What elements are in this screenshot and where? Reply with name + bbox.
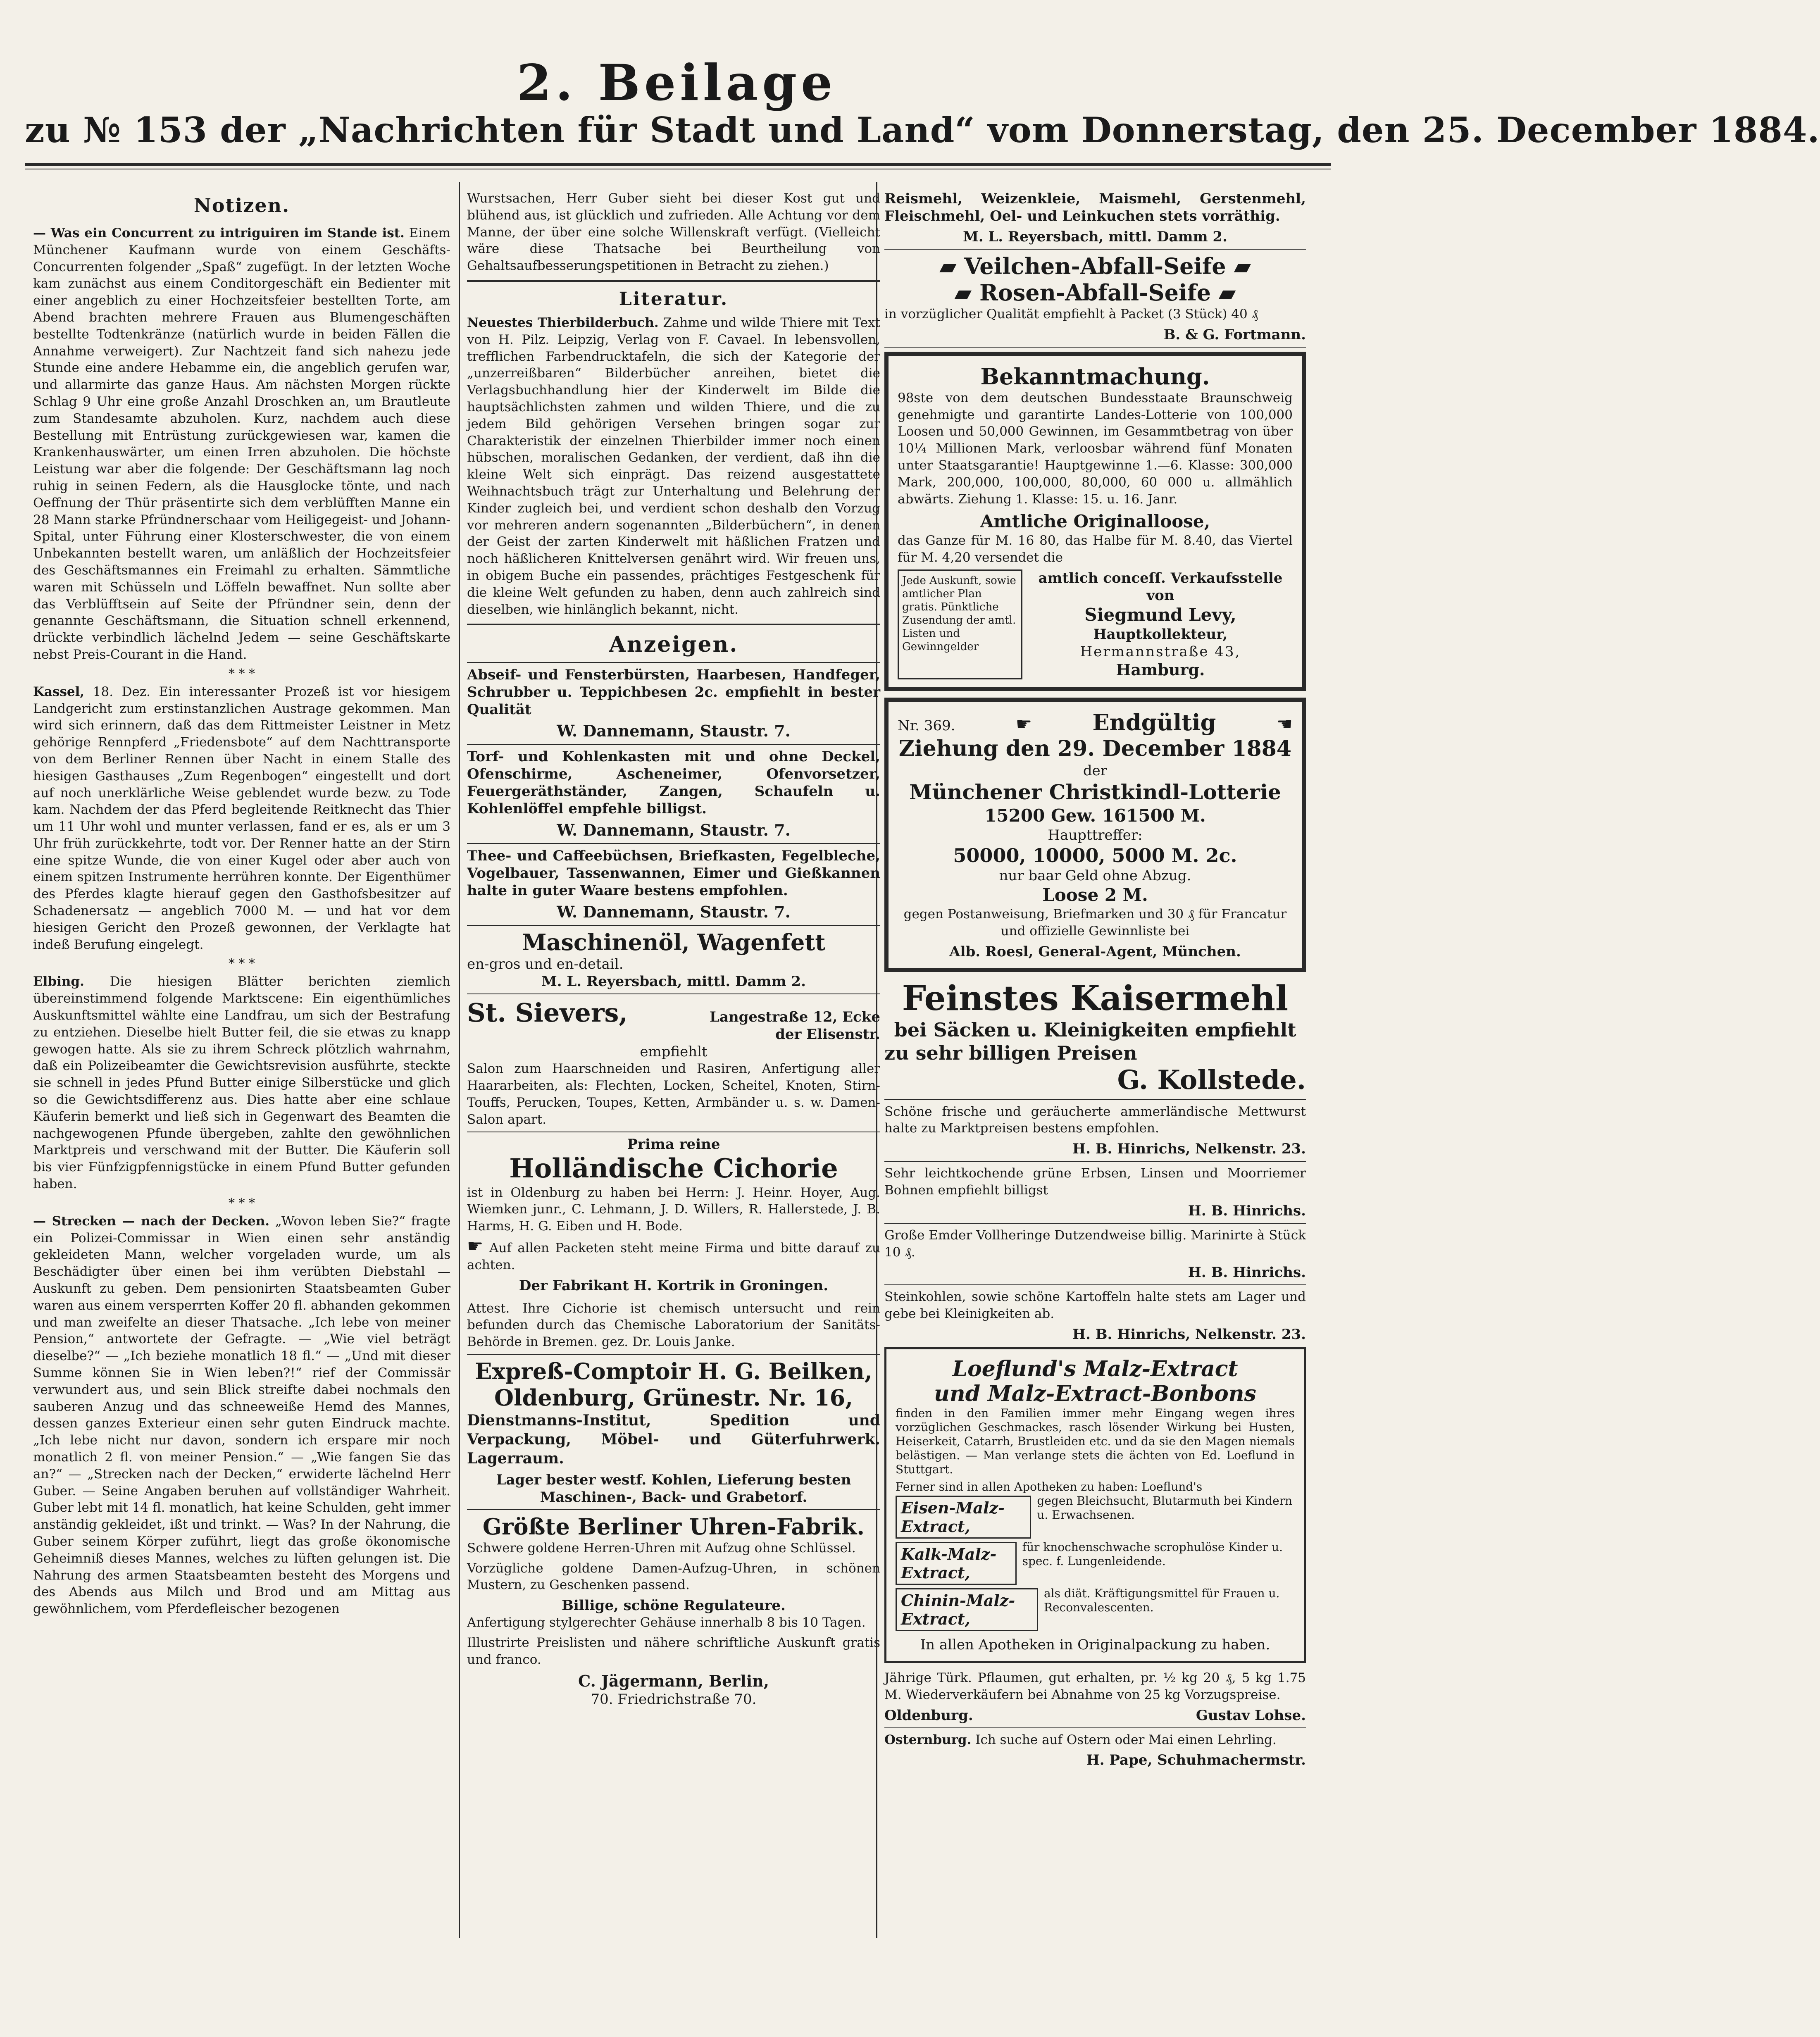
ad-buersten: Abseif- und Fensterbürsten, Haarbesen, Handfeger, Schrubber u. Teppichbesen 2c. empfiehlt in bester Qualität	[467, 667, 880, 718]
pointing-hand-icon: ☛	[467, 1235, 484, 1257]
divider	[467, 662, 880, 663]
column-rule-1	[459, 182, 460, 1938]
ad-erbsen: Sehr leichtkochende grüne Erbsen, Linsen und Moorriemer Bohnen empfiehlt billigst	[884, 1166, 1306, 1198]
ad-malz-extract	[884, 1347, 1306, 1663]
ad-christkindl-der: der	[1083, 762, 1108, 779]
divider	[884, 249, 1306, 250]
ad-christkindl-title: Münchener Christkindl-Lotterie	[909, 779, 1281, 804]
ad-lotterie-agent	[1028, 569, 1293, 679]
ad-christkindl-top	[898, 709, 1293, 736]
ad-uhren-line1: Schwere goldene Herren-Uhren mit Aufzug ohne Schlüssel.	[467, 1540, 856, 1556]
ad-cichorie-note	[467, 1235, 880, 1274]
ad-cichorie-title: Holländische Cichorie	[509, 1153, 838, 1184]
article-headline: — Was ein Concurrent zu intriguiren im Stande ist.	[33, 226, 405, 241]
ad-cichorie-attest: Attest. Ihre Cichorie ist chemisch untersucht und rein befunden durch das Chemische Laboratorium der Sanitäts-Behörde in Bremen. gez. Dr. Louis Janke.	[467, 1301, 880, 1350]
divider	[884, 1727, 1306, 1728]
ad-signature: H. B. Hinrichs.	[1188, 1264, 1306, 1281]
ad-caffeebuechsen: Thee- und Caffeebüchsen, Briefkasten, Fegelbleche, Vogelbauer, Tassenwannen, Eimer und Gießkannen halte in guter Waare bestens empfohlen.	[467, 848, 880, 899]
ad-lotterie-info-box: Jede Auskunft, sowie amtlicher Plan gratis. Pünktliche Zusendung der amtl. Listen und Gewinngelder	[898, 569, 1022, 679]
ad-beilken-title2: Oldenburg, Grünestr. Nr. 16,	[494, 1384, 853, 1411]
divider	[884, 1284, 1306, 1285]
ad-uhren-line5: Illustrirte Preislisten und nähere schriftliche Auskunft gratis und franco.	[467, 1635, 880, 1667]
ad-lehrling-signature: H. Pape, Schuhmachermstr.	[1086, 1752, 1306, 1769]
ad-lotterie-body2: das Ganze für M. 16 80, das Halbe für M. 8.40, das Viertel für M. 4,20 versendet die	[898, 533, 1293, 565]
ad-kaisermehl-line1: bei Säcken u. Kleinigkeiten empfiehlt	[894, 1018, 1296, 1041]
header-rule	[25, 163, 1331, 166]
ad-lotterie-role: Hauptkollekteur,	[1093, 626, 1228, 643]
ad-beilken-title: Expreß-Comptoir H. G. Beilken,	[475, 1358, 872, 1384]
anzeigen-heading: Anzeigen.	[609, 632, 738, 658]
ad-signature: W. Dannemann, Staustr. 7.	[557, 903, 791, 922]
article-body: 18. Dez. Ein interessanter Prozeß ist vor hiesigem Landgericht zum erstinstanzlichen Austrage gekommen. Man wird sich erinnern, daß das dem Rittmeister Leistner in Metz gehörige Rennpferd „Friedensbote“ auf dem Nachttransporte von dem Berliner Rennen über Nacht in einem Stalle des hiesigen Gasthauses „Zum Regenbogen“ eingestellt und dort auf noch unerklärliche Weise geblendet wurde bezw. zu Tode kam. Nachdem der das Pferd begleitende Reitknecht das Thier um 11 Uhr wohl und munter verlassen, fand er es, als er um 3 Uhr früh zurückkehrte, todt vor. Der Renner hatte an der Stirn eine spitze Wunde, die von einer Kugel oder aber auch von einem spitzen Instrumente herrühren konnte. Der Eigenthümer des Pferdes klagte hierauf gegen den Gasthofsbesitzer auf Schadenersatz — angeblich 7000 M. — und hat vor dem hiesigen Gericht den Prozeß gewonnen, der Verklagte hat indeß Berufung eingelegt.	[33, 684, 451, 952]
article-continuation: Wurstsachen, Herr Guber sieht bei dieser Kost gut und blühend aus, ist glücklich und zufrieden. Alle Achtung vor dem Manne, der über eine solche Willenskraft verfügt. (Vielleicht wäre diese Thatsache bei Beurtheilung von Gehaltsaufbesserungspetitionen in Betracht zu ziehen.)	[467, 191, 880, 274]
ad-pflaumen-footer	[884, 1707, 1306, 1724]
ad-pflaumen: Jährige Türk. Pflaumen, gut erhalten, pr. ½ kg 20 ₰, 5 kg 1.75 M. Wiederverkäufern bei Abnahme von 25 kg Vorzugspreise.	[884, 1670, 1306, 1702]
ad-sievers-empfiehlt: empfiehlt	[640, 1044, 708, 1060]
divider	[467, 843, 880, 844]
ad-cichorie-signature: Der Fabrikant H. Kortrik in Groningen.	[519, 1277, 829, 1294]
column-right	[884, 190, 1306, 1769]
ad-malz-heading1: Loeflund's Malz-Extract	[952, 1356, 1238, 1382]
ad-lotterie-heading: Bekanntmachung.	[980, 363, 1210, 390]
divider	[467, 1509, 880, 1510]
ad-seife-line2	[884, 279, 1306, 306]
divider	[467, 1354, 880, 1355]
ad-signature: H. B. Hinrichs, Nelkenstr. 23.	[1072, 1141, 1306, 1158]
ad-malz-eisen: Eisen-Malz-Extract,	[896, 1496, 1031, 1539]
supplement-title: 2. Beilage	[517, 54, 837, 112]
column-middle	[467, 190, 880, 1708]
ad-malz-kalk-desc: für knochenschwache scrophulöse Kinder u. spec. f. Lungenleidende.	[1022, 1540, 1283, 1568]
ad-sievers-body: Salon zum Haarschneiden und Rasiren, Anfertigung aller Haararbeiten, als: Flechten, Locken, Scheitel, Knoten, Stirn-Touffs, Perucken, Toupes, Ketten, Armbänder u. s. w. Damen-Salon apart.	[467, 1061, 880, 1127]
ad-malz-more: Ferner sind in allen Apotheken zu haben: Loeflund's	[896, 1480, 1203, 1494]
ad-lotterie-body: 98ste von dem deutschen Bundesstaate Braunschweig genehmigte und garantirte Landes-Lotterie von 100,000 Loosen und 50,000 Gewinnen, im Gesammtbetrag von über 10¼ Millionen Mark, verloosbar während fünf Monaten unter Staatsgarantie! Hauptgewinne 1.—6. Klasse: 300,000 Mark, 200,000, 100,000, 80,000, 60 000 u. allmählich abwärts. Ziehung 1. Klasse: 15. u. 16. Janr.	[898, 390, 1293, 507]
separator-stars: * * *	[228, 956, 255, 971]
ad-lotterie-braunschweig	[884, 352, 1306, 691]
ad-sievers-address: Langestraße 12, Ecke der Elisenstr.	[710, 1009, 880, 1043]
ad-christkindl-signature: Alb. Roesl, General-Agent, München.	[949, 943, 1241, 960]
ad-christkindl-bar: nur baar Geld ohne Abzug.	[999, 867, 1191, 884]
ad-heringe: Große Emder Vollheringe Dutzendweise billig. Marinirte à Stück 10 ₰.	[884, 1227, 1306, 1260]
ad-sievers-header	[467, 998, 880, 1043]
ad-christkindl-sub: 15200 Gew. 161500 M.	[984, 805, 1206, 826]
ad-cichorie-body: ist in Oldenburg zu haben bei Herrn: J. Heinr. Hoyer, Aug. Wiemken junr., C. Lehmann, J. D. Willers, R. Hallerstede, J. B. Harms, H. G. Eiben und H. Bode.	[467, 1185, 880, 1234]
ad-kaisermehl-line2: zu sehr billigen Preisen	[884, 1041, 1137, 1064]
ad-lehrling-city: Osternburg.	[884, 1732, 972, 1747]
ad-signature: H. B. Hinrichs, Nelkenstr. 23.	[1072, 1326, 1306, 1343]
ad-uhren-title: Größte Berliner Uhren-Fabrik.	[482, 1513, 865, 1540]
ad-malz-eisen-desc: gegen Bleichsucht, Blutarmuth bei Kindern u. Erwachsenen.	[1037, 1494, 1293, 1522]
pointing-hand-icon: ☛	[1015, 713, 1032, 735]
ad-maschinenoel-line: en-gros und en-detail.	[467, 956, 624, 973]
ad-malz-text: finden in den Familien immer mehr Eingang wegen ihres vorzüglichen Geschmackes, rasch lösender Wirkung bei Husten, Heiserkeit, Catarrh, Brustleiden etc. und da sie den Magen niemals belästigen. — Man verlange stets die ächten von Ed. Loeflund in Stuttgart.	[896, 1406, 1295, 1476]
ad-malz-chinin: Chinin-Malz-Extract,	[896, 1588, 1038, 1631]
ad-malz-row3	[896, 1587, 1295, 1633]
ad-malz-chinin-desc: als diät. Kräftigungsmittel für Frauen u. Reconvalescenten.	[1043, 1586, 1280, 1614]
ad-christkindl-prizes: 50000, 10000, 5000 M. 2c.	[953, 844, 1237, 867]
article-body: „Wovon leben Sie?“ fragte ein Polizei-Commissar in Wien einen sehr anständig gekleideten Mann, welcher vorgeladen wurde, um als Beschädigter über einen bei ihm verübten Diebstahl — Auskunft zu geben. Dem pensionirten Staatsbeamten Guber waren aus einem versperrten Koffer 20 fl. abhanden gekommen und man zweifelte an dieser Thatsache. „Ich lebe von meiner Pension,“ antwortete der Gefragte. — „Wie viel beträgt dieselbe?“ — „Ich beziehe monatlich 18 fl.“ — „Und mit dieser Summe können Sie in Wien leben?!“ rief der Commissär verwundert aus, und sein Blick streifte dabei nochmals den sauberen Anzug und das schneeweiße Hemd des Mannes, dessen ganzes Exterieur einen sehr guten Eindruck machte. „Ich lebe nicht nur davon, sondern ich erspare mir noch monatlich 2 fl. von meiner Pension.“ — „Wie fangen Sie das an?“ — „Strecken nach der Decken,“ erwiderte lächelnd Herr Guber. — Seine Angaben beruhen auf vollständiger Wahrheit. Guber lebt mit 14 fl. monatlich, hat keine Schulden, geht immer anständig gekleidet, ißt und trinkt. — Was? In der Nahrung, die Guber seinem Körper zuführt, liegt das große ökonomische Geheimniß dieses Mannes, welches zu lüften gelungen ist. Die Nahrung des armen Staatsbeamten besteht des Morgens und des Abends aus Milch und Brod und am Mittag aus gewöhnlichem, vom Pferdefleischer bezogenen	[33, 1213, 450, 1617]
ad-christkindl-text: gegen Postanweisung, Briefmarken und 30 ₰ für Francatur und offizielle Gewinnliste bei	[903, 906, 1287, 939]
article-strecken	[33, 1213, 450, 1618]
divider	[467, 624, 880, 625]
article-body: Die hiesigen Blätter berichten ziemlich übereinstimmend folgende Marktscene: Ein eigenthümliches Auskunftsmittel wählte eine Landfrau, um sich der Bestrafung zu entziehen. Dieselbe hielt Butter feil, die sie etwas zu knapp gewogen hatte. Als sie zu ihrem Schreck plötzlich wahrnahm, daß ein Polizeibeamter die Gewichtsrevision ausführte, steckte sie schnell in jedes Pfund Butter einige Silberstücke und glich so die Gewichtsdifferenz aus. Dies hatte aber eine schlaue Käuferin bemerkt und ließ sich in Gegenwart des Beamten die nachgewogenen Pfunde übergeben, zahlte den gewöhnlichen Marktpreis und verschwand mit der Butter. Die Käuferin soll bis vier Fünfzigpfennigstücke in einem Pfund Butter gefunden haben.	[33, 974, 451, 1192]
divider	[467, 993, 880, 994]
ad-uhren-address: 70. Friedrichstraße 70.	[591, 1691, 757, 1708]
ad-malz-kalk: Kalk-Malz-Extract,	[896, 1542, 1017, 1585]
ad-christkindl-heading: Endgültig	[1092, 709, 1216, 736]
ad-sievers-name: St. Sievers,	[467, 998, 628, 1028]
ad-uhren-line4: Anfertigung stylgerechter Gehäuse innerhalb 8 bis 10 Tagen.	[467, 1615, 866, 1630]
divider	[884, 1099, 1306, 1100]
ad-beilken-body2: Lager bester westf. Kohlen, Lieferung besten Maschinen-, Back- und Grabetorf.	[496, 1471, 851, 1506]
pointing-hand-icon: ☚	[1276, 713, 1293, 735]
book-title: Neuestes Thierbilderbuch.	[467, 315, 659, 330]
ad-maschinenoel-title: Maschinenöl, Wagenfett	[522, 929, 826, 956]
ad-christkindl-number: Nr. 369.	[898, 717, 955, 734]
ad-malz-row1	[896, 1494, 1295, 1540]
ad-uhren-line2: Vorzügliche goldene Damen-Aufzug-Uhren, in schönen Mustern, zu Geschenken passend.	[467, 1561, 880, 1593]
ad-cichorie-pre: Prima reine	[627, 1136, 720, 1153]
issue-line: zu № 153 der „Nachrichten für Stadt und Land“ vom Donnerstag, den 25. December 1884.	[25, 110, 1820, 150]
divider	[884, 1161, 1306, 1162]
ad-kaisermehl-signature: G. Kollstede.	[1117, 1064, 1306, 1096]
ad-lotterie-name: Siegmund Levy,	[1084, 604, 1236, 625]
review-body: Zahme und wilde Thiere mit Text von H. Pilz. Leipzig, Verlag von F. Cavael. In lebensvollen, trefflichen Farbendrucktafeln, die sich der Kategorie der „unzerreißbaren“ Bilderbücher anreihen, bietet die Verlagsbuchhandlung hier der Kinderwelt im Bilde die hauptsächlichsten zahmen und wilden Thiere, und die zu jedem Bild gehörigen Versehen bringen sogar zur Charakteristik der einzelnen Thierbilder immer noch einen hübschen, moralischen Gedanken, der verdient, daß ihn die kleine Welt sich einprägt. Das reizend ausgestattete Weihnachtsbuch trägt zur Unterhaltung und Belehrung der Kinder zugleich bei, und verdient schon deshalb den Vorzug vor mehreren andern sogenannten „Bilderbüchern“, in denen der Geist der zarten Kinderwelt mit häßlichen Fratzen und noch häßlicheren Knittelversen genährt wird. Wir freuen uns, in obigem Buche ein passendes, prächtiges Festgeschenk für die kleine Welt gefunden zu haben, denn auch zahlreich sind dieselben, wie hinlänglich bekannt, nicht.	[467, 315, 880, 617]
ad-lotterie-original: Amtliche Originalloose,	[980, 511, 1210, 532]
soap-icon: ▰	[1234, 253, 1251, 279]
ad-seife-name2: Rosen-Abfall-Seife	[979, 279, 1211, 306]
ad-malz-heading2: und Malz-Extract-Bonbons	[934, 1381, 1256, 1406]
ad-seife-line1	[884, 253, 1306, 279]
separator-stars: * * *	[228, 666, 255, 681]
ad-lotterie-office: amtlich conceſſ. Verkaufsstelle von	[1038, 569, 1283, 604]
divider	[884, 347, 1306, 348]
ad-uhren-signature: C. Jägermann, Berlin,	[578, 1671, 769, 1690]
ad-pflaumen-city: Oldenburg.	[884, 1707, 973, 1724]
soap-icon: ▰	[939, 253, 957, 279]
article-body: Einem Münchener Kaufmann wurde von einem Geschäfts-Concurrenten folgender „Spaß“ zugefügt. In der letzten Woche kam zunächst aus einem Conditorgeschäft ein Bedienter mit einer angeblich zu einer Hochzeitsfeier bestellten Torte, am Abend brachten mehrere Frauen aus Blumengeschäften bestellte Todtenkränze (natürlich wurde in beiden Fällen die Annahme verweigert). Zur Nachtzeit fand sich nahezu jede Stunde eine andere Hebamme ein, die angeblich gerufen war, und allarmirte das ganze Haus. Am nächsten Morgen rückte Schlag 9 Uhr eine große Anzahl Droschken an, um Brautleute zum Standesamte abzuholen. Kurz, nachdem auch diese Bestellung mit Entrüstung zurückgewiesen war, kamen die Krankenhauswärter, um einen Irren abzuholen. Die höchste Leistung war aber die folgende: Der Geschäftsmann lag noch ruhig in seinen Federn, als die Hausglocke tönte, und nach Oeffnung der Thür präsentirte sich dem verblüfften Manne ein 28 Mann starke Pfründnerschaar vom Heiligegeist- und Johann-Spital, unter Führung einer Klosterschwester, die von einem Unbekannten bestellt waren, um anläßlich der Hochzeitsfeier des Geschäftsmannes ein Freimahl zu erhalten. Sämmtliche waren mit Schüsseln und Löffeln bewaffnet. Nun sollte aber das Verblüfftsein auf Seite der Pfründner sein, denn der genannte Geschäftsmann, die Situation schnell erkennend, drückte verbindlich lächelnd Jedem — seine Geschäftskarte nebst Preis-Courant in die Hand.	[33, 226, 450, 662]
ad-christkindl-lotterie	[884, 698, 1306, 972]
ad-lehrling-body: Ich suche auf Ostern oder Mai einen Lehrling.	[975, 1732, 1277, 1747]
ad-reismehl: Reismehl, Weizenkleie, Maismehl, Gerstenmehl, Fleischmehl, Oel- und Leinkuchen stets vorräthig.	[884, 191, 1306, 224]
ad-lotterie-address: Hermannstraße 43,	[1080, 643, 1241, 660]
ad-signature: W. Dannemann, Staustr. 7.	[557, 722, 791, 741]
ad-signature: M. L. Reyersbach, mittl. Damm 2.	[541, 973, 806, 990]
ad-kohlenkasten: Torf- und Kohlenkasten mit und ohne Deckel, Ofenschirme, Ascheneimer, Ofenvorsetzer, Feuergeräthständer, Zangen, Schaufeln u. Kohlenlöffel empfehle billigst.	[467, 748, 880, 817]
ad-malz-row2	[896, 1540, 1295, 1587]
article-elbing	[33, 973, 450, 1192]
ad-cichorie-note-text: Auf allen Packeten steht meine Firma und bitte darauf zu achten.	[467, 1240, 880, 1272]
article-dateline: Elbing.	[33, 974, 84, 989]
notizen-heading: Notizen.	[193, 194, 290, 217]
column-notizen	[33, 190, 450, 1621]
separator-stars: * * *	[228, 1196, 255, 1210]
ad-christkindl-haupt: Haupttreffer:	[1048, 827, 1143, 843]
ad-seife-signature: B. & G. Fortmann.	[1163, 326, 1306, 343]
ad-lotterie-footer	[898, 569, 1293, 679]
article-kassel	[33, 684, 450, 953]
article-headline: — Strecken — nach der Decken.	[33, 1213, 270, 1229]
ad-mettwurst: Schöne frische und geräucherte ammerländische Mettwurst halte zu Marktpreisen bestens empfohlen.	[884, 1104, 1306, 1136]
ad-christkindl-loose: Loose 2 M.	[1042, 884, 1148, 905]
literatur-review	[467, 314, 880, 618]
ad-seife-body: in vorzüglicher Qualität empfiehlt à Packet (3 Stück) 40 ₰	[884, 307, 1258, 322]
divider	[467, 744, 880, 745]
ad-signature: W. Dannemann, Staustr. 7.	[557, 821, 791, 840]
ad-christkindl-date: Ziehung den 29. December 1884	[898, 736, 1292, 761]
ad-lotterie-city: Hamburg.	[1116, 660, 1205, 679]
ad-lehrling	[884, 1732, 1306, 1749]
ad-signature: H. B. Hinrichs.	[1188, 1202, 1306, 1219]
divider	[884, 1223, 1306, 1224]
ad-beilken-body: Dienstmanns-Institut, Spedition und Verpackung, Möbel- und Güterfuhrwerk. Lagerraum.	[467, 1411, 880, 1467]
divider	[467, 925, 880, 926]
ad-signature: M. L. Reyersbach, mittl. Damm 2.	[963, 229, 1227, 245]
ad-malz-footer: In allen Apotheken in Originalpackung zu haben.	[920, 1636, 1270, 1653]
literatur-heading: Literatur.	[619, 288, 729, 310]
ad-steinkohlen: Steinkohlen, sowie schöne Kartoffeln halte stets am Lager und gebe bei Kleinigkeiten ab.	[884, 1289, 1306, 1322]
soap-icon: ▰	[954, 279, 972, 306]
article-dateline: Kassel,	[33, 684, 85, 699]
soap-icon: ▰	[1218, 279, 1236, 306]
divider	[467, 280, 880, 282]
ad-pflaumen-signature: Gustav Lohse.	[1196, 1707, 1306, 1724]
ad-kaisermehl-title: Feinstes Kaisermehl	[902, 978, 1289, 1018]
ad-uhren-line3: Billige, schöne Regulateure.	[562, 1597, 786, 1614]
ad-seife-name1: Veilchen-Abfall-Seife	[964, 253, 1226, 279]
article-concurrent	[33, 225, 450, 663]
